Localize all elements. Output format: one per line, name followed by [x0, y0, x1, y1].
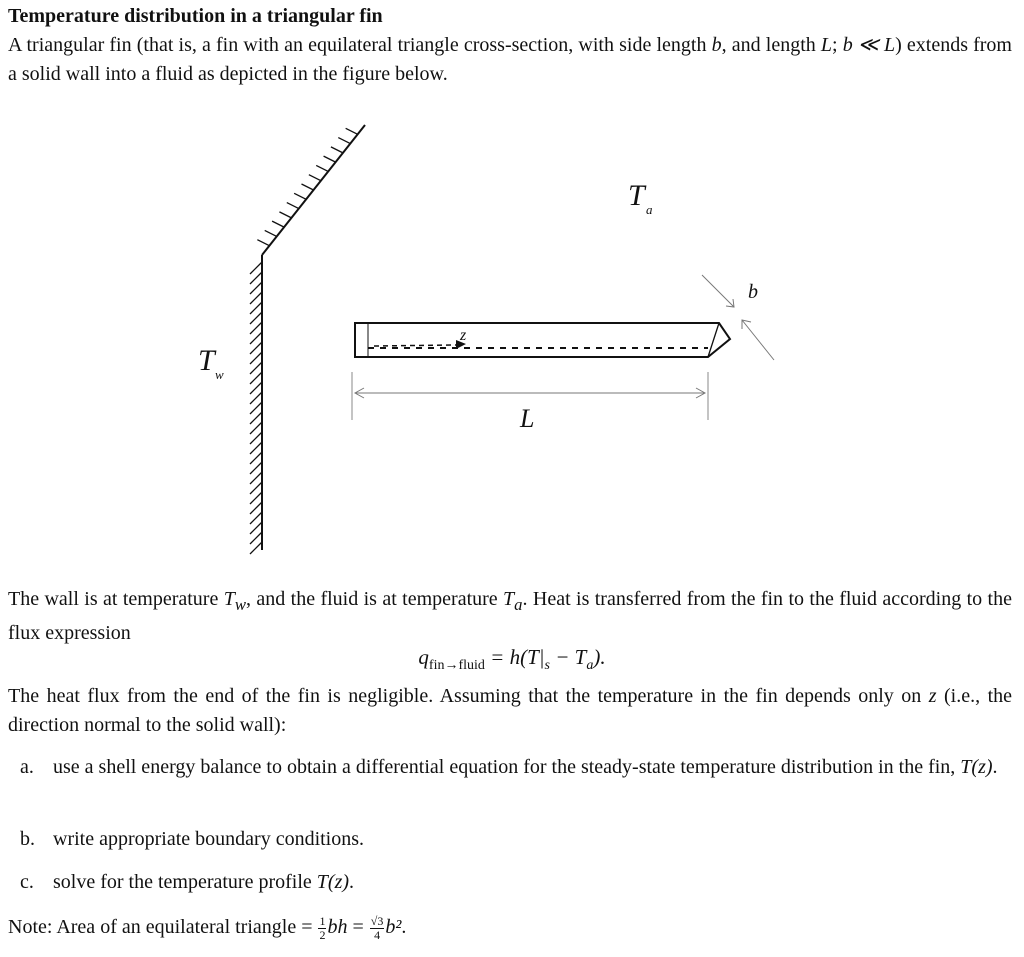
frac-four-denominator: 4	[374, 927, 381, 942]
flux-text-3: . Heat is transferred from the fin to the fluid according to the flux expression	[8, 588, 1012, 644]
wall-hatch-mark	[331, 147, 343, 153]
wall-hatch-mark	[250, 362, 262, 374]
flux-text-2: , and the fluid is at temperature	[245, 588, 504, 610]
Ta-symbol: T	[503, 588, 515, 610]
wall-hatch-mark	[250, 402, 262, 414]
wall-hatch-mark	[287, 203, 299, 209]
wall-hatch-mark	[338, 138, 350, 144]
intro-text-4: ) extends from a solid wall into a fluid as depicted in the figure below.	[8, 34, 1012, 85]
frac-half-denominator: 2	[319, 927, 326, 942]
intro-text-1: A triangular fin (that is, a fin with an equilateral triangle cross-section, with side length	[8, 34, 712, 56]
wall-hatch-mark	[250, 452, 262, 464]
list-item-c	[20, 868, 1010, 897]
list-math-c: T(z)	[316, 871, 350, 893]
flux-equation	[0, 642, 1024, 681]
wall-hatch-mark	[257, 240, 269, 246]
list-text-c: solve for the temperature profile	[53, 871, 317, 893]
intro-text-2: , and length	[721, 34, 821, 56]
Ta-label-main: T	[628, 179, 645, 212]
L-label: L	[520, 404, 535, 433]
wall-hatch-mark	[250, 282, 262, 294]
wall-hatch-mark	[250, 272, 262, 284]
fin-outline	[355, 323, 730, 357]
condition-b-much-less-L: b ≪ L	[842, 34, 896, 56]
eq-rhs2: − T	[549, 645, 587, 669]
wall-hatch-mark	[346, 128, 358, 134]
wall-hatch-mark	[250, 322, 262, 334]
Ta-subscript: a	[514, 595, 523, 614]
wall-hatch-mark	[294, 193, 306, 199]
wall-hatch-mark	[250, 512, 262, 524]
list-end-a: .	[992, 756, 998, 778]
eq-q-subscript: fin→fluid	[428, 658, 485, 674]
heat-text-1: The heat flux from the end of the fin is negligible. Assuming that the temperature in the fin depends only on	[8, 685, 929, 707]
note-equals: =	[347, 916, 369, 938]
note-end: .	[401, 916, 407, 938]
wall-hatch-mark	[250, 382, 262, 394]
wall-hatch-mark	[250, 472, 262, 484]
list-text-a: use a shell energy balance to obtain a differential equation for the steady-state temperature distribution in the fin,	[53, 756, 961, 778]
flux-paragraph	[8, 585, 1012, 648]
var-L: L	[820, 34, 833, 56]
list-item-a	[20, 753, 1010, 782]
list-marker-c: c.	[20, 871, 34, 893]
b-leader-bottom	[742, 320, 774, 360]
wall-hatch-mark	[324, 156, 336, 162]
wall-hatch-mark	[250, 482, 262, 494]
wall-hatching	[250, 128, 358, 554]
wall-hatch-mark	[250, 532, 262, 544]
flux-text-1: The wall is at temperature	[8, 588, 224, 610]
list-text-b: write appropriate boundary conditions.	[53, 828, 365, 850]
list-math-a: T(z)	[960, 756, 993, 778]
wall-hatch-mark	[316, 165, 328, 171]
wall-hatch-mark	[250, 312, 262, 324]
Tw-label-main: T	[198, 344, 215, 377]
eq-a-subscript: a	[586, 658, 594, 674]
eq-end: ).	[593, 645, 606, 669]
z-label: z	[460, 327, 467, 344]
wall-hatch-mark	[250, 442, 262, 454]
wall-hatch-mark	[250, 502, 262, 514]
wall-hatch-mark	[302, 184, 314, 190]
wall-hatch-mark	[265, 230, 277, 236]
wall-hatch-mark	[250, 342, 262, 354]
wall-hatch-mark	[250, 372, 262, 384]
note-bh: bh	[327, 916, 348, 938]
wall-hatch-mark	[250, 292, 262, 304]
intro-text-3: ;	[832, 34, 843, 56]
eq-rhs: = h(T|	[484, 645, 545, 669]
frac-sqrt3-numerator: √3	[370, 913, 384, 928]
Tw-subscript: w	[234, 595, 246, 614]
list-marker-a: a.	[20, 756, 34, 778]
wall-hatch-mark	[250, 522, 262, 534]
z-axis-arrow	[374, 345, 456, 346]
wall-hatch-mark	[309, 175, 321, 181]
fraction-sqrt3-over-4	[370, 915, 385, 942]
heat-flux-paragraph	[8, 682, 1012, 740]
fin-diagram	[0, 100, 1024, 570]
note-label: Note: Area of an equilateral triangle =	[8, 916, 318, 938]
list-item-b	[20, 825, 1010, 854]
wall-hatch-mark	[250, 262, 262, 274]
note-b-squared: b²	[385, 916, 402, 938]
Tw-label-sub: w	[215, 367, 224, 382]
Tw-symbol: T	[223, 588, 235, 610]
wall-hatch-mark	[279, 212, 291, 218]
fraction-one-half	[318, 915, 326, 942]
wall-hatch-mark	[250, 422, 262, 434]
area-note	[8, 910, 406, 944]
eq-s-subscript: s	[544, 658, 550, 674]
wall-hatch-mark	[250, 352, 262, 364]
wall-hatch-mark	[250, 332, 262, 344]
wall-hatch-mark	[250, 392, 262, 404]
intro-paragraph	[8, 31, 1012, 89]
list-marker-b: b.	[20, 828, 35, 850]
var-b: b	[711, 34, 722, 56]
eq-q: q	[418, 645, 429, 669]
wall-hatch-mark	[250, 432, 262, 444]
wall-hatch-mark	[250, 542, 262, 554]
b-leader-top	[702, 275, 734, 307]
heat-text-2: (i.e., the direction normal to the solid wall):	[8, 685, 1012, 736]
var-z: z	[928, 685, 937, 707]
wall-hatch-mark	[272, 221, 284, 227]
problem-title: Temperature distribution in a triangular fin	[8, 5, 383, 27]
wall-hatch-mark	[250, 412, 262, 424]
wall-hatch-mark	[250, 302, 262, 314]
list-end-c: .	[349, 871, 355, 893]
Ta-label-sub: a	[646, 202, 653, 217]
frac-half-numerator: 1	[319, 913, 326, 928]
b-label: b	[748, 281, 758, 303]
wall-hatch-mark	[250, 492, 262, 504]
wall-hatch-mark	[250, 462, 262, 474]
